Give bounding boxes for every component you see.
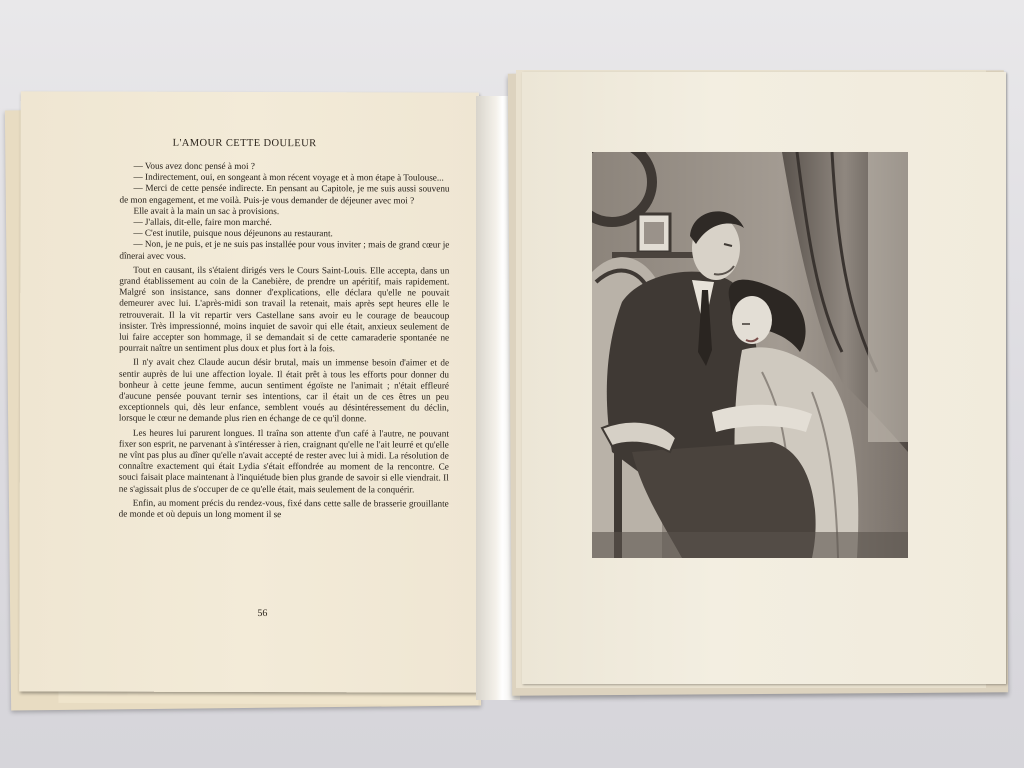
couple-illustration xyxy=(592,152,908,558)
paragraph: — C'est inutile, puisque nous déjeunons au restaurant. xyxy=(133,227,333,239)
paragraph: — Merci de cette pensée indirecte. En pensant au Capitole, je me suis aussi souvenu de mon engagement, et me voilà. Puis-je vous demander de déjeuner avec moi ? xyxy=(119,183,450,206)
paragraph: — Vous avez donc pensé à moi ? xyxy=(133,160,255,172)
body-text xyxy=(119,161,450,521)
paragraph: — J'allais, dit-elle, faire mon marché. xyxy=(133,216,272,228)
paragraph: Elle avait à la main un sac à provisions. xyxy=(133,205,280,216)
paragraph: — Non, je ne puis, et je ne suis pas installée pour vous inviter ; mais de grand cœur je dînerai avec vous. xyxy=(119,239,450,261)
page-number: 56 xyxy=(257,608,268,620)
paragraph: Il n'y avait chez Claude aucun désir brutal, mais un immense besoin d'aimer et de sentir auprès de lui une affection loyale. Il était prêt à tous les efforts pour donner du bonheur à cette jeune femme, aucun sentiment égoïste ne l'animait ; n'était effleuré d'aucune pensée pouvant ternir ses intentions, car il était un de ces êtres un peu exceptionnels qui, dès leur enfance, semblent voués au désintéressement du déclin, lorsque le cœur ne demande plus rien en échange de ce qu'il donne. xyxy=(118,357,450,424)
left-text-page xyxy=(19,91,479,692)
paragraph: Les heures lui parurent longues. Il traîna son attente d'un café à l'autre, ne pouvant fixer son esprit, ne parvenant à s'intéresser à rien, craignant qu'elle ne l'ait leurré et qu'elle ne vînt pas plus au dîner qu'elle n'avait accepté de rester avec lui à midi. La résolution de connaître exactement qui était Lydia s'était effondrée au moment de la rencontre. Ce souci faisait place maintenant à l'inquiétude bien plus grande de savoir si elle viendrait. Il ne s'agissait plus de s'occuper de ce qu'elle était, mais seulement de la conquérir. xyxy=(118,427,449,495)
paragraph: Enfin, au moment précis du rendez-vous, fixé dans cette salle de brasserie grouillante de monde et où depuis un long moment il se xyxy=(118,497,449,520)
paragraph: — Indirectement, oui, en songeant à mon récent voyage et à mon étape à Toulouse... xyxy=(133,171,444,183)
paragraph: Tout en causant, ils s'étaient dirigés vers le Cours Saint-Louis. Elle accepta, dans un grand établissement au coin de la Canebière, de prendre un apéritif, mais rapidement. Malgré son insistance, sans donner d'explications, elle déclara qu'elle ne pouvait demeurer avec lui. L'après-midi son travail la retenait, mais après sept heures elle le retrouverait. Il la vit repartir vers Castellane sans avoir eu le courage de beaucoup insister. Très impressionné, moins inquiet de savoir qui elle était, anxieux seulement de lui faire accepter son hommage, il se demandait si de cette camaraderie spontanée ne pourrait naître un sentiment plus doux et plus fort à la fois. xyxy=(119,264,450,354)
right-plate-page xyxy=(522,72,1006,684)
running-head: L'AMOUR CETTE DOULEUR xyxy=(172,137,317,150)
illustration-drawing xyxy=(592,152,908,558)
